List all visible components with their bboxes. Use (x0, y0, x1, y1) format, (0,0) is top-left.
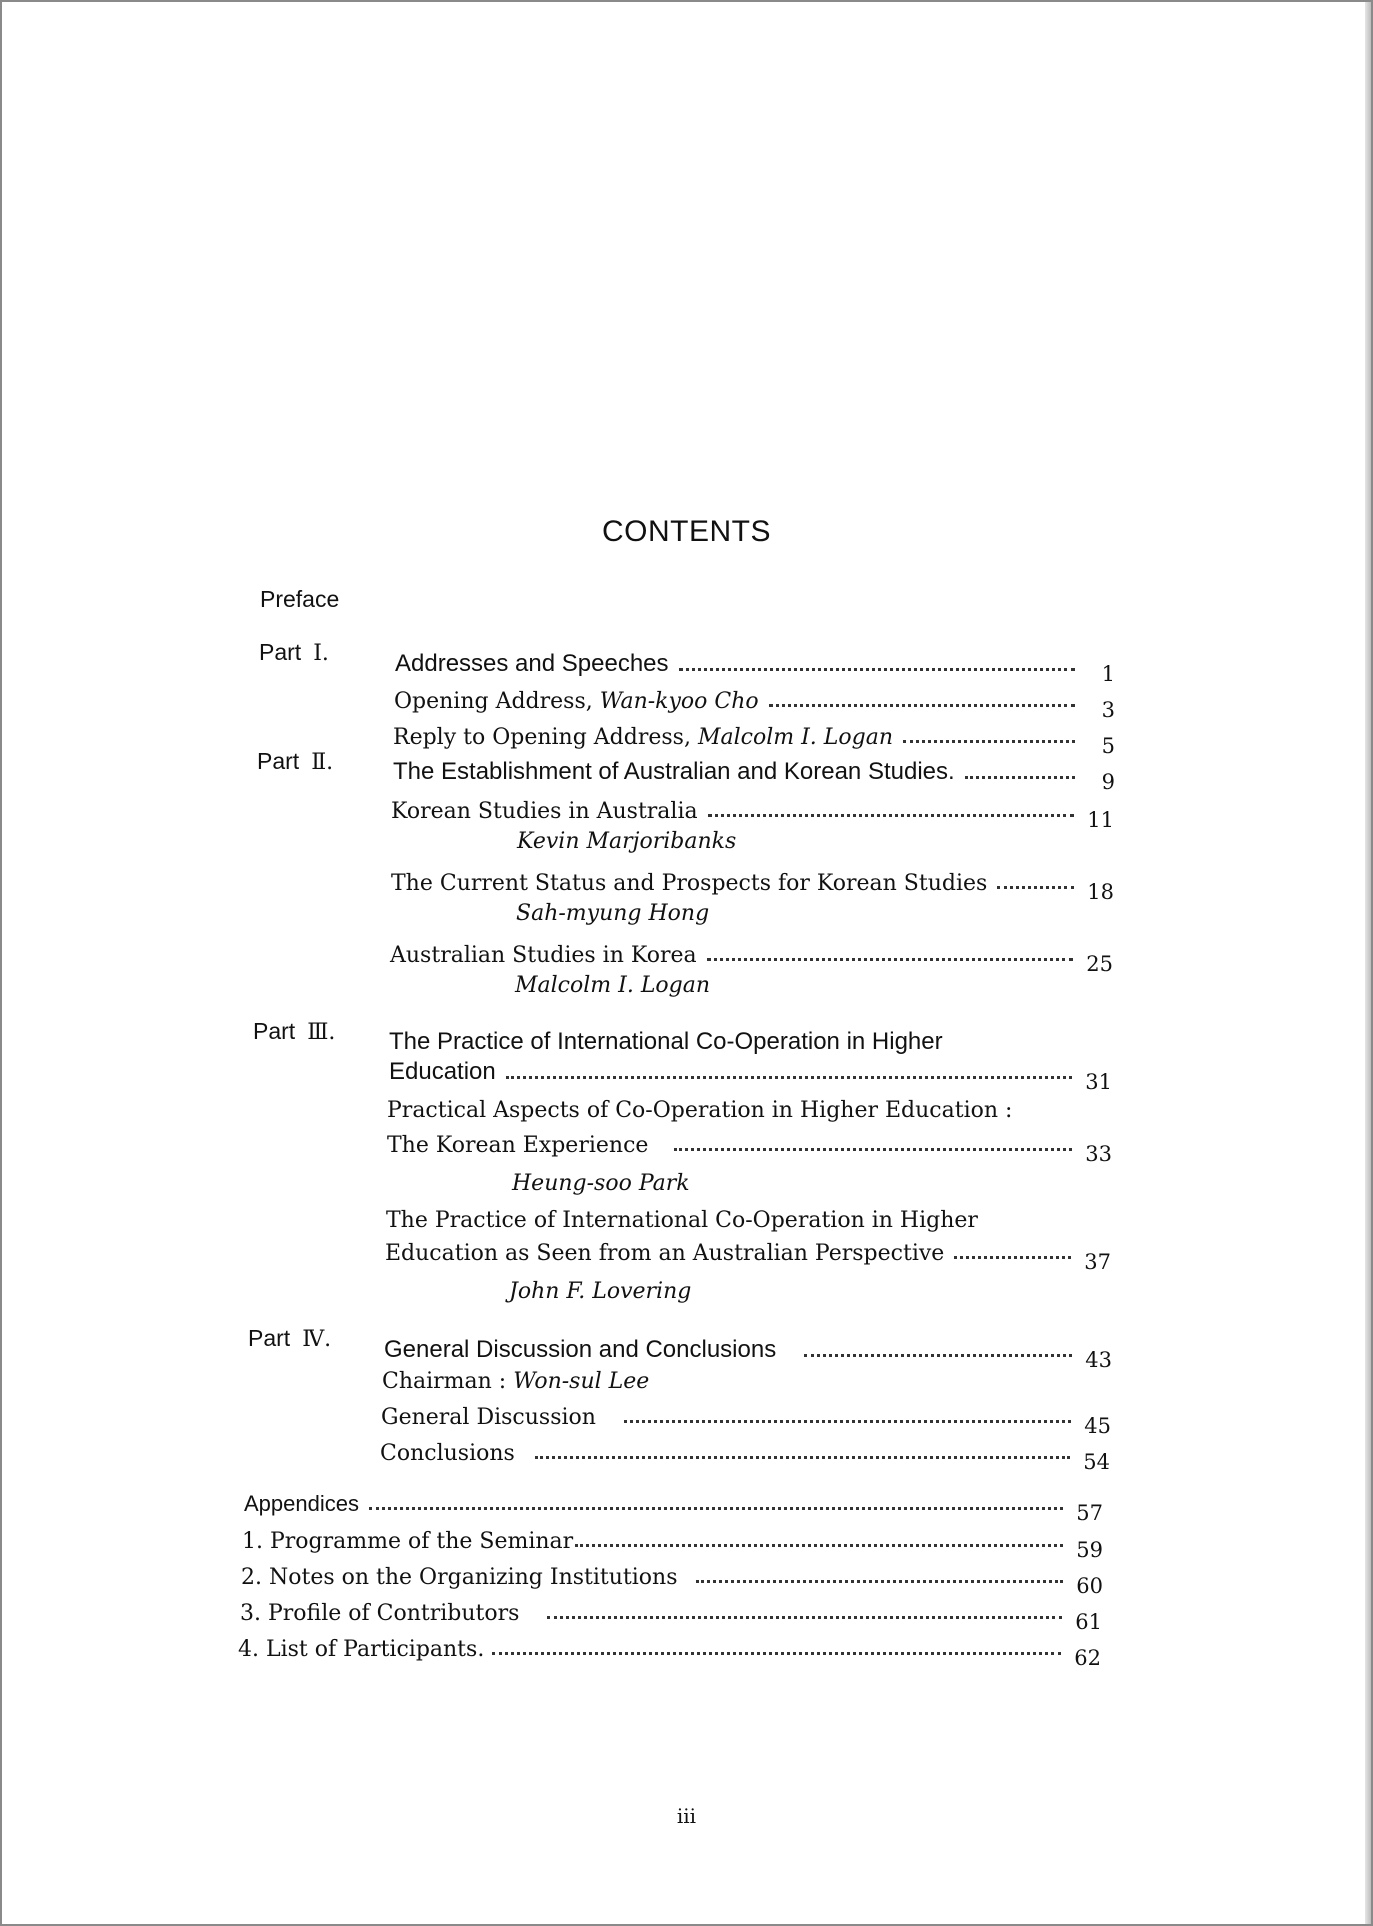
toc-entry-reply[interactable]: Reply to Opening Address, Malcolm I. Logan 5 (393, 725, 1115, 758)
chairman-line: Chairman : Won-sul Lee (382, 1369, 650, 1394)
page-number: 57 (1076, 1501, 1103, 1525)
part-4-label: Part Ⅳ. (248, 1325, 332, 1352)
dot-leader (708, 814, 1074, 817)
page-number: 3 (1101, 698, 1115, 722)
toc-entry-part-4[interactable]: General Discussion and Conclusions 43 (384, 1336, 1112, 1372)
dot-leader (575, 1544, 1063, 1547)
part-3-label: Part Ⅲ. (253, 1018, 336, 1045)
dot-leader (903, 740, 1075, 743)
page-number: 9 (1101, 770, 1115, 794)
dot-leader (679, 668, 1075, 671)
page-number: 5 (1101, 734, 1115, 758)
part-3-title-line1: The Practice of International Co-Operation in Higher (389, 1028, 943, 1055)
toc-entry-part-3[interactable]: Education 31 (389, 1058, 1112, 1094)
toc-entry-part-2[interactable]: The Establishment of Australian and Korean Studies. 9 (393, 758, 1115, 794)
page-number: 62 (1074, 1646, 1101, 1670)
toc-entry-appendix-3[interactable]: 3. Profile of Contributors 61 (240, 1601, 1102, 1634)
part-1-label: Part Ⅰ. (259, 639, 329, 666)
page-number: 43 (1085, 1348, 1112, 1372)
part-2-label: Part Ⅱ. (257, 748, 334, 775)
toc-entry-appendices[interactable]: Appendices 57 (244, 1491, 1103, 1525)
dot-leader (707, 958, 1073, 961)
author-name: Malcolm I. Logan (515, 973, 711, 998)
toc-entry-practice-australian[interactable]: Education as Seen from an Australian Perspective 37 (385, 1241, 1111, 1274)
dot-leader (997, 886, 1074, 889)
page-number: 11 (1087, 808, 1114, 832)
toc-entry-general-discussion[interactable]: General Discussion 45 (381, 1405, 1111, 1438)
toc-entry-australian-studies[interactable]: Australian Studies in Korea 25 (390, 943, 1113, 976)
preface-label: Preface (260, 586, 340, 612)
page-number: 59 (1076, 1538, 1103, 1562)
contents-title: CONTENTS (602, 515, 771, 548)
dot-leader (696, 1580, 1064, 1583)
page-number: 33 (1085, 1142, 1112, 1166)
toc-entry-conclusions[interactable]: Conclusions 54 (380, 1441, 1110, 1474)
dot-leader (492, 1652, 1061, 1655)
toc-entry-current-status[interactable]: The Current Status and Prospects for Korean Studies 18 (391, 871, 1114, 904)
toc-entry-korean-studies[interactable]: Korean Studies in Australia 11 (391, 799, 1114, 832)
toc-entry-practical-aspects[interactable]: The Korean Experience 33 (387, 1133, 1112, 1166)
dot-leader (965, 776, 1075, 779)
toc-entry-appendix-4[interactable]: 4. List of Participants. 62 (238, 1637, 1101, 1670)
page-number: 25 (1086, 952, 1113, 976)
page-number: 1 (1101, 662, 1115, 686)
toc-entry-part-1[interactable]: Addresses and Speeches 1 (395, 650, 1115, 686)
toc-entry-appendix-2[interactable]: 2. Notes on the Organizing Institutions 60 (241, 1565, 1103, 1598)
author-name: Sah-myung Hong (516, 901, 710, 926)
page-number: 54 (1083, 1450, 1110, 1474)
toc-entry-appendix-1[interactable]: 1. Programme of the Seminar 59 (242, 1529, 1103, 1562)
dot-leader (547, 1616, 1062, 1619)
toc-entry-opening-address[interactable]: Opening Address, Wan-kyoo Cho 3 (394, 689, 1115, 722)
practice-aus-title-line1: The Practice of International Co-Operation in Higher (386, 1208, 978, 1233)
page-number: 61 (1075, 1610, 1102, 1634)
page-number: 45 (1084, 1414, 1111, 1438)
page-number: 18 (1087, 880, 1114, 904)
dot-leader (769, 704, 1075, 707)
dot-leader (369, 1507, 1063, 1510)
dot-leader (674, 1148, 1072, 1151)
page-folio: iii (676, 1804, 697, 1828)
page-number: 31 (1085, 1070, 1112, 1094)
page-number: 37 (1084, 1250, 1111, 1274)
dot-leader (535, 1456, 1070, 1459)
dot-leader (954, 1256, 1071, 1259)
dot-leader (624, 1420, 1071, 1423)
practical-title-line1: Practical Aspects of Co-Operation in Higher Education : (387, 1098, 1013, 1123)
dot-leader (804, 1354, 1072, 1357)
author-name: Heung-soo Park (512, 1171, 690, 1196)
author-name: John F. Lovering (509, 1279, 692, 1304)
dot-leader (506, 1076, 1072, 1079)
page-number: 60 (1076, 1574, 1103, 1598)
author-name: Kevin Marjoribanks (517, 829, 737, 854)
